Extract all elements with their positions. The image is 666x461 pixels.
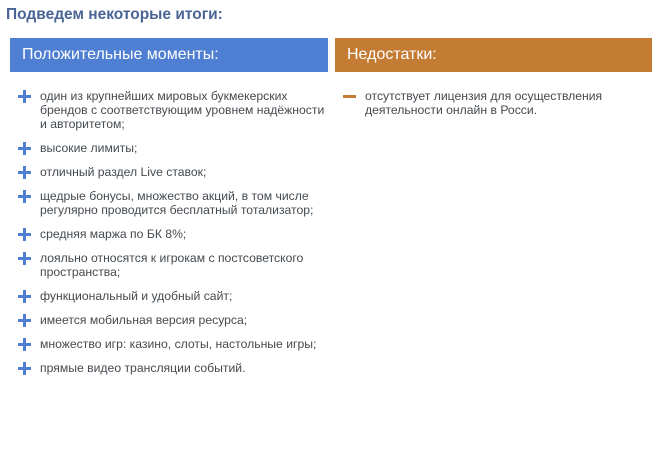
cons-header: Недостатки: xyxy=(335,38,652,72)
minus-icon xyxy=(343,90,356,103)
pros-item-text: имеется мобильная версия ресурса; xyxy=(40,313,248,327)
plus-icon xyxy=(18,190,31,203)
pros-item xyxy=(18,227,328,241)
pros-item xyxy=(18,337,328,351)
pros-item-text: средняя маржа по БК 8%; xyxy=(40,227,187,241)
cons-item xyxy=(343,89,652,117)
page-title: Подведем некоторые итоги: xyxy=(6,6,223,23)
pros-item-text: отличный раздел Live ставок; xyxy=(40,165,207,179)
plus-icon xyxy=(18,252,31,265)
pros-item xyxy=(18,289,328,303)
plus-icon xyxy=(18,90,31,103)
plus-icon xyxy=(18,314,31,327)
plus-icon xyxy=(18,362,31,375)
pros-item-text: лояльно относятся к игрокам с постсоветского пространства; xyxy=(40,251,304,279)
pros-list xyxy=(10,89,328,375)
pros-item-text: щедрые бонусы, множество акций, в том числе регулярно проводится бесплатный тотализатор; xyxy=(40,189,314,217)
plus-icon xyxy=(18,142,31,155)
pros-item xyxy=(18,141,328,155)
pros-item xyxy=(18,361,328,375)
pros-item-text: прямые видео трансляции событий. xyxy=(40,361,246,375)
cons-panel xyxy=(335,38,652,127)
pros-item xyxy=(18,165,328,179)
pros-item xyxy=(18,251,328,279)
plus-icon xyxy=(18,166,31,179)
plus-icon xyxy=(18,228,31,241)
cons-list xyxy=(335,89,652,117)
pros-panel xyxy=(10,38,328,385)
pros-item xyxy=(18,89,328,131)
plus-icon xyxy=(18,290,31,303)
pros-item-text: функциональный и удобный сайт; xyxy=(40,289,233,303)
pros-item-text: высокие лимиты; xyxy=(40,141,138,155)
pros-item xyxy=(18,189,328,217)
pros-item-text: один из крупнейших мировых букмекерских брендов с соответствующим уровнем надёжности и авторитетом; xyxy=(40,89,325,131)
plus-icon xyxy=(18,338,31,351)
cons-item-text: отсутствует лицензия для осуществления деятельности онлайн в Росси. xyxy=(365,89,603,117)
pros-item xyxy=(18,313,328,327)
pros-item-text: множество игр: казино, слоты, настольные игры; xyxy=(40,337,317,351)
pros-header: Положительные моменты: xyxy=(10,38,328,72)
